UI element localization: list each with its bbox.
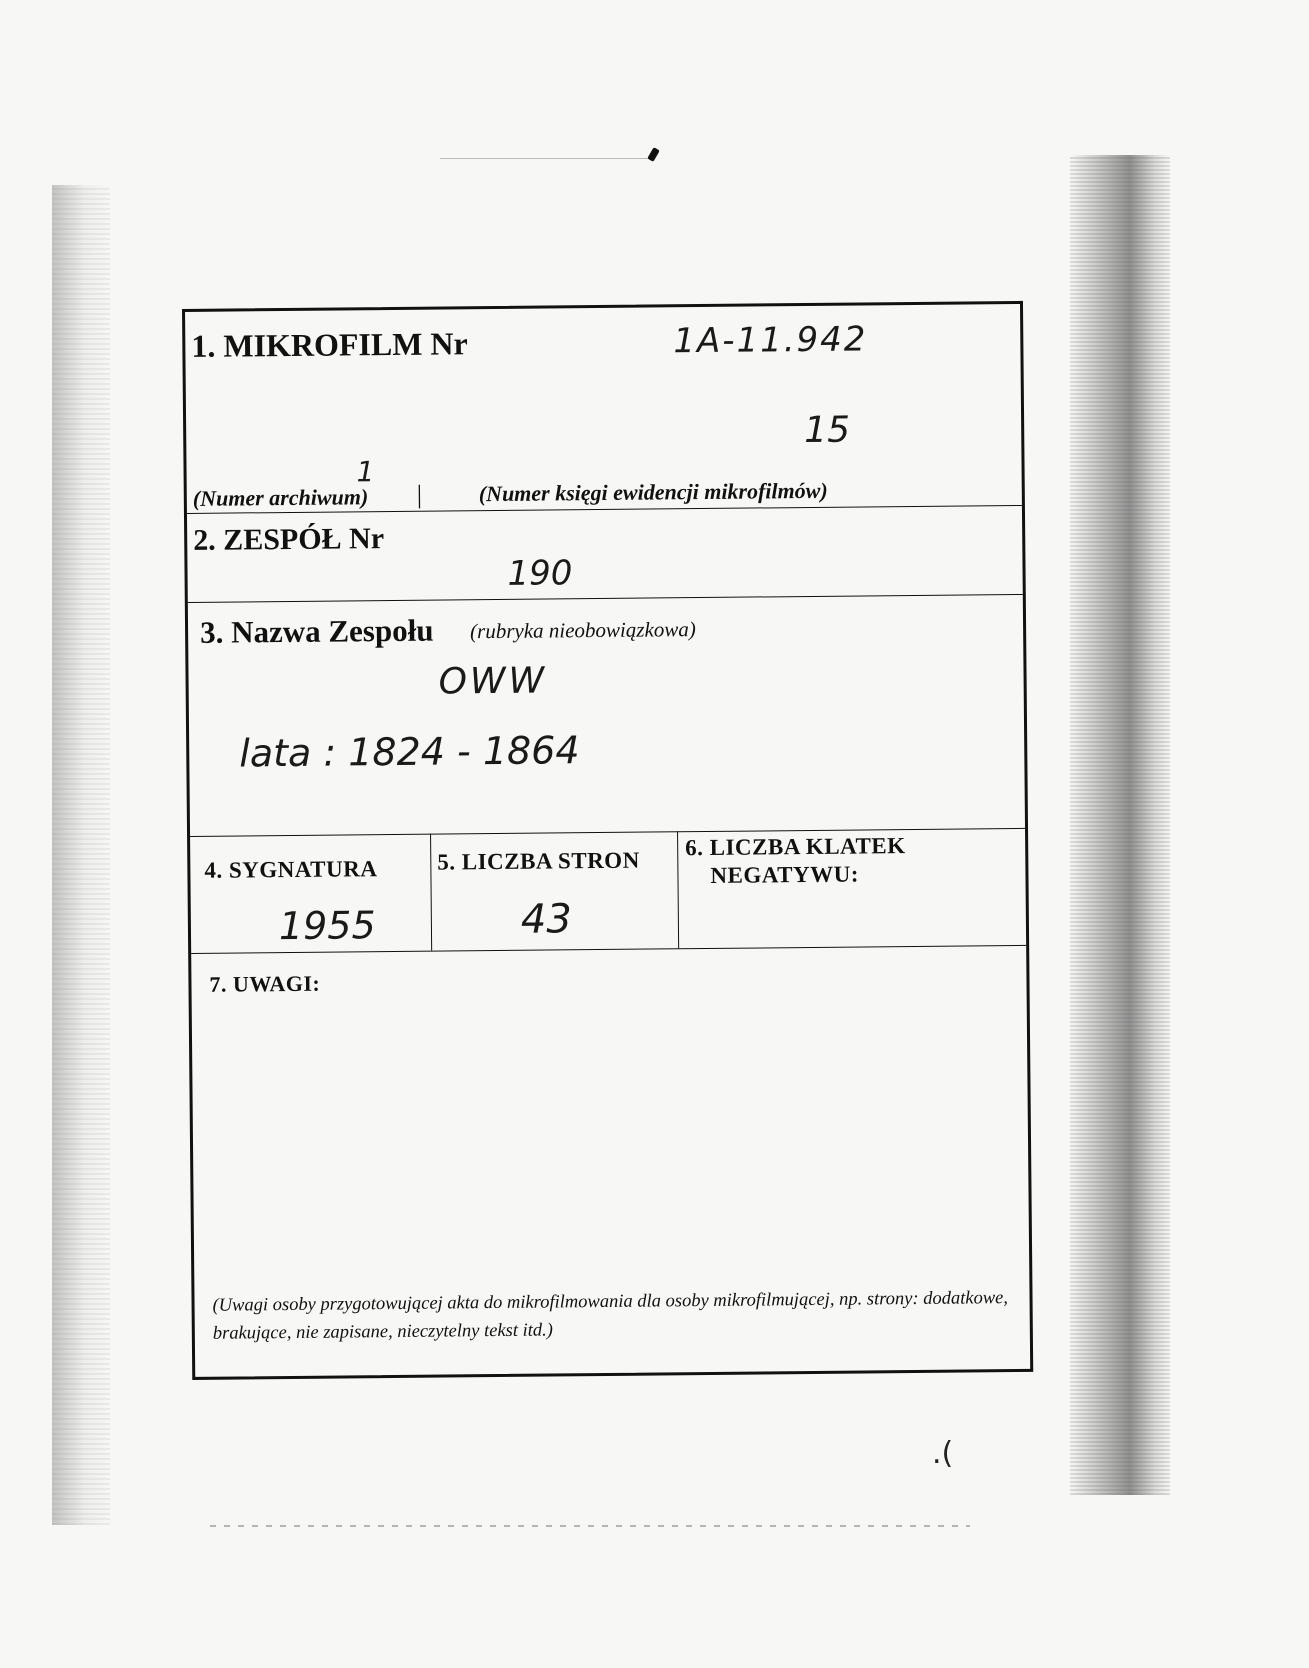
field-5-handwritten-value: 43	[520, 896, 573, 943]
field-3-handwritten-name: OWW	[438, 660, 548, 703]
scan-edge-right	[1070, 155, 1170, 1495]
field-1-label-book: (Numer księgi ewidencji mikrofilmów)	[478, 477, 828, 507]
divider-col-1	[430, 834, 432, 951]
divider-2	[188, 594, 1023, 603]
field-1-handwritten-number: 1A-11.942	[673, 319, 868, 362]
field-1-handwritten-upper: 15	[803, 409, 851, 452]
field-2-handwritten-value: 190	[507, 553, 573, 594]
field-7-title: 7. UWAGI:	[209, 970, 321, 997]
field-3-handwritten-years: lata : 1824 - 1864	[239, 728, 580, 776]
scan-edge-left	[52, 185, 110, 1525]
field-4-handwritten-value: 1955	[278, 903, 376, 949]
field-1-label-archive: (Numer archiwum)	[192, 484, 369, 511]
microfilm-form	[182, 301, 1033, 1380]
field-6-title-line1: 6. LICZBA KLATEK	[685, 833, 906, 861]
field-7-note: (Uwagi osoby przygotowującej akta do mikrofilmowania dla osoby mikrofilmującej, np. strony: dodatkowe, brakujące, nie zapisane, nieczytelny tekst itd.)	[212, 1288, 1009, 1344]
scan-line-bottom	[210, 1525, 970, 1527]
field-3-subtitle: (rubryka nieobowiązkowa)	[469, 617, 696, 644]
field-5-title: 5. LICZBA STRON	[437, 847, 640, 875]
field-1-archive-digit: 1	[356, 455, 375, 489]
scan-mark-corner: .(	[932, 1436, 954, 1471]
scan-line-top	[440, 158, 650, 159]
field-2-title: 2. ZESPÓŁ Nr	[193, 522, 385, 557]
field-6-title-line2: NEGATYWU:	[710, 861, 860, 888]
field-1-separator: |	[416, 479, 423, 509]
divider-col-2	[677, 831, 679, 948]
field-3-title: 3. Nazwa Zespołu	[199, 612, 434, 650]
field-4-title: 4. SYGNATURA	[204, 856, 378, 883]
field-1-title: 1. MIKROFILM Nr	[191, 325, 468, 364]
